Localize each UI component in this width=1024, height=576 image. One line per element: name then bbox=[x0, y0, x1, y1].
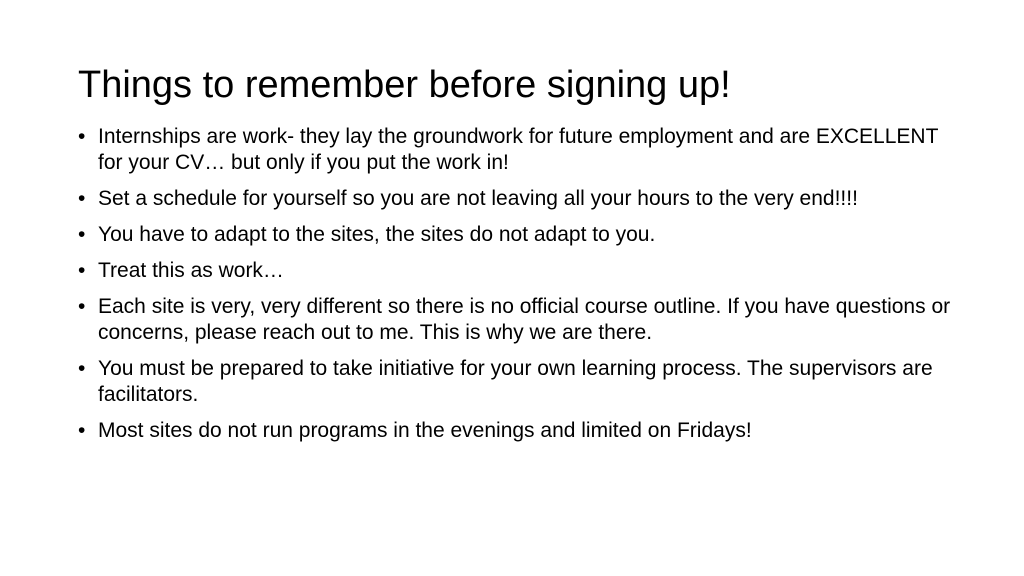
bullet-dot-icon: • bbox=[78, 419, 86, 442]
bullet-text: You have to adapt to the sites, the sites do not adapt to you. bbox=[98, 223, 656, 246]
bullet-item-3 bbox=[78, 222, 958, 248]
slide-title: Things to remember before signing up! bbox=[78, 64, 731, 106]
bullet-item-5 bbox=[78, 294, 958, 346]
bullet-dot-icon: • bbox=[78, 295, 86, 318]
bullet-dot-icon: • bbox=[78, 125, 86, 148]
bullet-text: Internships are work- they lay the groundwork for future employment and are EXCELLENT for your CV… but only if you put the work in! bbox=[98, 125, 939, 174]
bullet-dot-icon: • bbox=[78, 223, 86, 246]
bullet-text: Set a schedule for yourself so you are not leaving all your hours to the very end!!!! bbox=[98, 187, 858, 210]
bullet-item-6 bbox=[78, 356, 958, 408]
bullet-text: Most sites do not run programs in the evenings and limited on Fridays! bbox=[98, 419, 752, 442]
bullet-text: Treat this as work… bbox=[98, 259, 284, 282]
bullet-dot-icon: • bbox=[78, 187, 86, 210]
bullet-text: Each site is very, very different so there is no official course outline. If you have questions or concerns, please reach out to me. This is why we are there. bbox=[98, 295, 951, 344]
bullet-item-1 bbox=[78, 124, 958, 176]
bullet-dot-icon: • bbox=[78, 259, 86, 282]
bullet-list bbox=[78, 124, 958, 454]
bullet-item-4 bbox=[78, 258, 958, 284]
bullet-dot-icon: • bbox=[78, 357, 86, 380]
bullet-text: You must be prepared to take initiative for your own learning process. The supervisors are facilitators. bbox=[98, 357, 933, 406]
bullet-item-7 bbox=[78, 418, 958, 444]
bullet-item-2 bbox=[78, 186, 958, 212]
